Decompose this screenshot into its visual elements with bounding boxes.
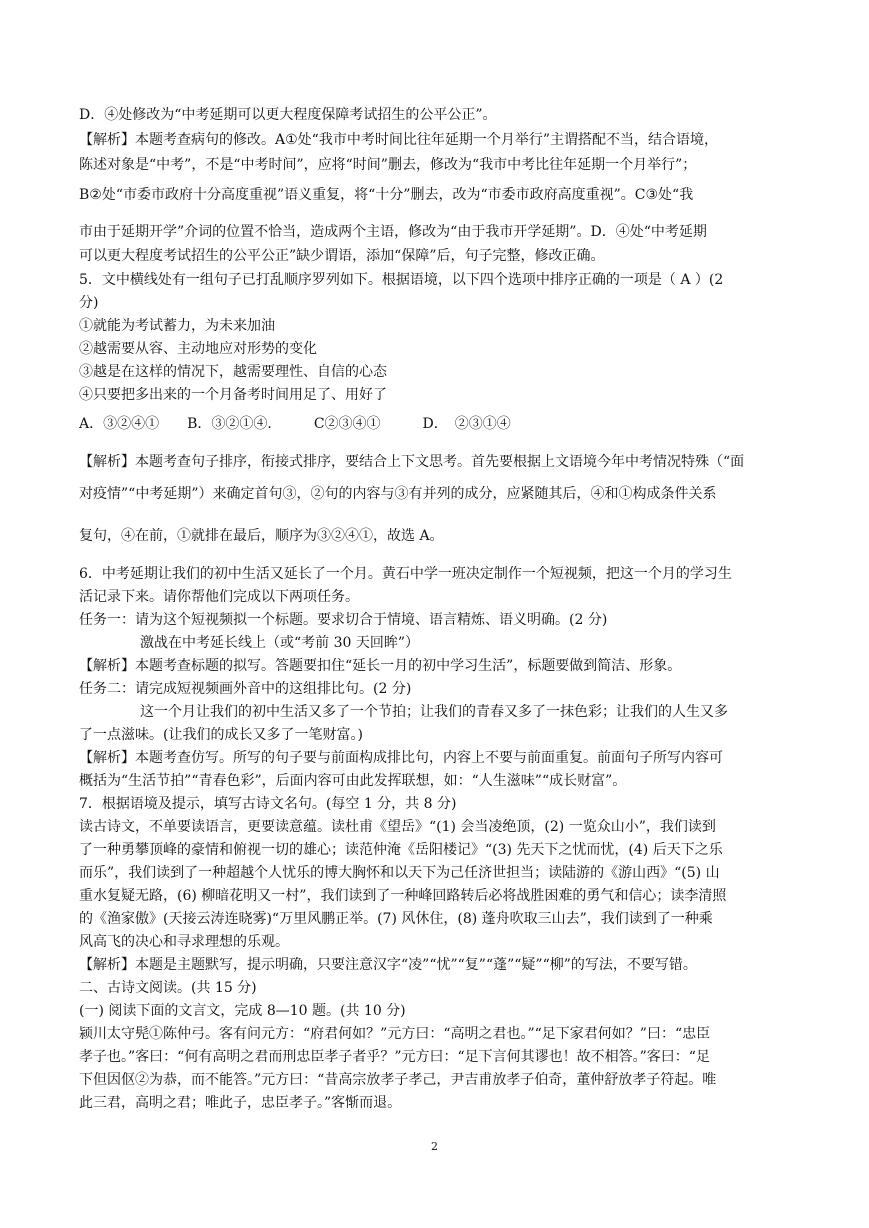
question-6-line: 活记录下来。请你帮他们完成以下两项任务。: [79, 589, 359, 605]
question-7-line: 7．根据语境及提示，填写古诗文名句。(每空 1 分，共 8 分): [79, 796, 457, 812]
question-7-text: 重水复疑无路，(6) 柳暗花明又一村”，我们读到了一种峰回路转后必将战胜困难的勇气和信心；读李清照: [79, 888, 727, 904]
sentence-item: ④只要把多出来的一个月备考时间用足了、用好了: [79, 387, 387, 403]
question-7-text: 的《渔家傲》(天接云涛连晓雾)“万里风鹏正举。(7) 风休住，(8) 蓬舟吹取三山去”，我们读到了一种乘: [79, 911, 713, 927]
question-7-text: 了一种勇攀顶峰的豪情和俯视一切的雄心；读范仲淹《岳阳楼记》“(3) 先天下之忧而忧，(4) 后天下之乐: [79, 842, 723, 858]
sentence-item: ②越需要从容、主动地应对形势的变化: [79, 341, 317, 357]
analysis-line: 【解析】本题考查标题的拟写。答题要扣住“延长一月的初中学习生活”，标题要做到简洁、形象。: [79, 658, 682, 674]
task-two-answer: 这一个月让我们的初中生活又多了一个节拍；让我们的青春又多了一抹色彩；让我们的人生又多: [140, 704, 728, 720]
question-7-text: 读古诗文，不单要读语言，更要读意蕴。读杜甫《望岳》“(1) 会当凌绝顶，(2) 一览众山小”，我们读到: [79, 819, 716, 835]
section-heading: 二、古诗文阅读。(共 15 分): [79, 980, 257, 996]
question-7-text: 而乐”，我们读到了一种超越个人忧乐的博大胸怀和以天下为己任济世担当；读陆游的《游山西》“(5) 山: [79, 865, 720, 881]
classical-text: 孝子也。”客曰：“何有高明之君而刑忠臣孝子者乎？”元方曰：“足下言何其谬也！故不相答。”客曰：“足: [79, 1049, 710, 1065]
task-two: 任务二：请完成短视频画外音中的这组排比句。(2 分): [79, 681, 412, 697]
analysis-line: B②处“市委市政府十分高度重视”语义重复，将“十分”删去，改为“市委市政府高度重视”。C③处“我: [79, 187, 694, 203]
classical-text: 下但因伛②为恭，而不能答。”元方曰：“昔高宗放孝子孝己，尹吉甫放孝子伯奇，董仲舒放孝子符起。唯: [79, 1072, 717, 1088]
question-7-text: 风高飞的决心和寻求理想的乐观。: [79, 934, 289, 950]
subsection-heading: (一) 阅读下面的文言文，完成 8—10 题。(共 10 分): [79, 1003, 406, 1019]
task-one: 任务一：请为这个短视频拟一个标题。要求切合于情境、语言精炼、语义明确。(2 分): [79, 612, 608, 628]
page-number: 2: [431, 1140, 438, 1153]
option-d-line: D．④处修改为“中考延期可以更大程度保障考试招生的公平公正”。: [79, 107, 497, 123]
question-5-line: 分): [79, 295, 99, 311]
task-two-answer: 了一点滋味。(让我们的成长又多了一笔财富。): [79, 727, 363, 743]
task-one-answer: 激战在中考延长线上（或“考前 30 天回眸”）: [140, 635, 420, 651]
sentence-item: ①就能为考试蓄力，为未来加油: [79, 318, 275, 334]
classical-text: 颍川太守髡①陈仲弓。客有问元方：“府君何如？”元方曰：“高明之君也。”“足下家君何如？”曰：“忠臣: [79, 1026, 711, 1042]
analysis-line: 陈述对象是“中考”，不是“中考时间”，应将“时间”删去，修改为“我市中考比往年延期一个月举行”；: [79, 157, 697, 173]
analysis-line: 【解析】本题考查病句的修改。A①处“我市中考时间比往年延期一个月举行”主谓搭配不当，结合语境，: [79, 132, 718, 148]
analysis-line: 概括为“生活节拍”“青春色彩”，后面内容可由此发挥联想，如：“人生滋味”“成长财富”。: [79, 773, 627, 789]
question-6-line: 6．中考延期让我们的初中生活又延长了一个月。黄石中学一班决定制作一个短视频，把这一个月的学习生: [79, 566, 732, 582]
answer-options: A．③②④① B．③②①④. C②③④① D． ②③①④: [79, 416, 511, 432]
analysis-line: 对疫情”“中考延期”）来确定首句③，②句的内容与③有并列的成分，应紧随其后，④和①构成条件关系: [79, 486, 717, 502]
analysis-line: 【解析】本题是主题默写，提示明确，只要注意汉字“凌”“忧”“复”“蓬”“疑”“柳”的写法，不要写错。: [79, 957, 697, 973]
analysis-line: 【解析】本题考查仿写。所写的句子要与前面构成排比句，内容上不要与前面重复。前面句子所写内容可: [79, 750, 723, 766]
analysis-line: 复句，④在前，①就排在最后，顺序为③②④①，故选 A。: [79, 528, 444, 544]
analysis-line: 可以更大程度考试招生的公平公正”缺少谓语，添加“保障”后，句子完整，修改正确。: [79, 248, 605, 264]
sentence-item: ③越是在这样的情况下，越需要理性、自信的心态: [79, 364, 387, 380]
analysis-line: 市由于延期开学”介词的位置不恰当，造成两个主语，修改为“由于我市开学延期”。D．④处“中考延期: [79, 224, 707, 240]
classical-text: 此三君，高明之君；唯此子，忠臣孝子。”客惭而退。: [79, 1095, 402, 1111]
question-5-line: 5．文中横线处有一组句子已打乱顺序罗列如下。根据语境，以下四个选项中排序正确的一项是（ A ）(2: [79, 272, 724, 288]
analysis-line: 【解析】本题考查句子排序，衔接式排序，要结合上下文思考。首先要根据上文语境今年中考情况特殊（“面: [79, 454, 745, 470]
